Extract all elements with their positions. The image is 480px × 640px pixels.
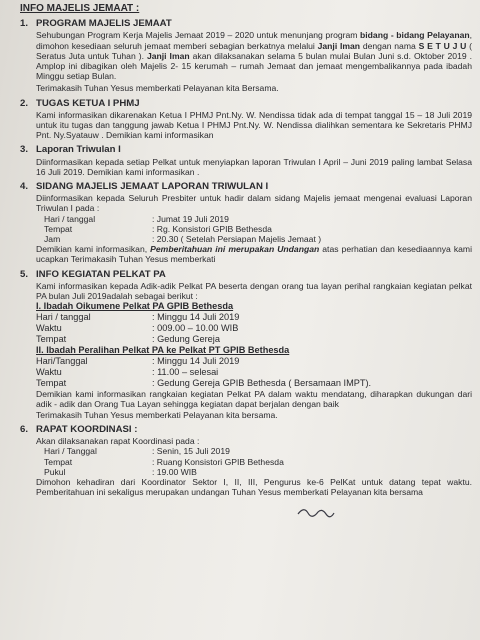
section-text: Diinformasikan kepada Seluruh Presbiter untuk hadir dalam sidang Majelis jemaat mengenai evaluasi Laporan Triwulan I pada : (36, 193, 472, 214)
detail-row (44, 457, 472, 467)
handwritten-mark-icon (296, 504, 336, 520)
detail-label: Hari / Tanggal (44, 446, 97, 457)
section-heading (20, 182, 472, 192)
emphasis: bidang - bidang Pelayanan (360, 30, 470, 41)
emphasis: Janji Iman (146, 50, 190, 61)
section-program-majelis (20, 19, 472, 93)
detail-value: : Jumat 19 Juli 2019 (152, 213, 229, 224)
section-number: 4. (20, 181, 29, 193)
section-closing: Terimakasih Tuhan Yesus memberkati Pelayanan kita Bersama. (36, 83, 279, 94)
emphasis: Janji Iman (317, 40, 361, 51)
detail-row (36, 378, 472, 389)
detail-label: Waktu (36, 323, 62, 334)
document-title: INFO MAJELIS JEMAAT : (20, 3, 140, 14)
section-closing: Dimohon kehadiran dari Koordinator Sektor I, II, III, Pengurus ke-6 PelKat untuk datang tepat waktu. Pemberitahuan ini sekaligus merupakan undangan Tuhan Yesus memberkati Pelayanan kita bersama (36, 476, 472, 498)
detail-row (44, 224, 472, 234)
detail-value: : 009.00 – 10.00 WIB (152, 323, 239, 334)
detail-label: Pukul (44, 466, 66, 477)
detail-row (44, 467, 472, 477)
section-laporan-triwulan (20, 145, 472, 177)
detail-row (36, 367, 472, 378)
detail-label: Jam (44, 234, 61, 245)
document-body (20, 4, 472, 497)
text: akan dilaksanakan selama 5 bulan mulai Bulan Juni s.d. Oktober 2019 . Amplop ini dibagikan oleh Majelis 2- 15 kerumah – rumah Jemaat dan jemaat mengembalikannya pada ibadah Minggu setiap Bulan. (36, 50, 473, 82)
detail-label: Tempat (44, 456, 73, 467)
section-heading (20, 99, 472, 109)
detail-label: Tempat (44, 223, 73, 234)
section-closing: Demikian kami informasikan rangkaian kegiatan Pelkat PA dalam waktu mendatang, diharapkan dukungan dari adik - adik dan Orang Tua Layan sehingga kegiatan dapat berjalan dengan baik (36, 389, 472, 410)
section-title: TUGAS KETUA I PHMJ (36, 97, 140, 109)
detail-value: : Gedung Gereja (152, 334, 220, 345)
detail-value: : Gedung Gereja GPIB Bethesda ( Bersamaan IMPT). (152, 378, 372, 389)
emphasis: S E T U J U (418, 40, 467, 51)
section-number: 2. (20, 97, 29, 109)
detail-row (44, 446, 472, 456)
text: Sehubungan Program Kerja Majelis Jemaat 2019 – 2020 untuk menunjang program (36, 30, 361, 41)
emphasis: Pemberitahuan ini merupakan Undangan (150, 244, 320, 255)
detail-value: : 19.00 WIB (152, 466, 197, 477)
section-heading (20, 425, 472, 435)
section-text: Akan dilaksanakan rapat Koordinasi pada : (36, 436, 200, 447)
section-heading (20, 145, 472, 155)
detail-row (36, 356, 472, 367)
section-heading (20, 270, 472, 280)
detail-value: : Minggu 14 Juli 2019 (152, 356, 240, 367)
section-heading (20, 19, 472, 29)
section-text: Kami informasikan kepada Adik-adik Pelkat PA beserta dengan orang tua layan perihal rangkaian kegiatan pelkat PA bulan Juli 2019adalah sebagai berikut : (36, 280, 472, 302)
detail-label: Tempat (36, 378, 67, 389)
detail-label: Waktu (36, 367, 62, 378)
section-number: 3. (20, 144, 29, 156)
detail-row (36, 334, 472, 345)
section-text: Diinformasikan kepada setiap Pelkat untuk menyiapkan laporan Triwulan I April – Juni 2019 paling lambat Selasa 16 Juli 2019. Demikian kami informasikan . (36, 156, 472, 177)
detail-value: : Ruang Konsistori GPIB Bethesda (152, 456, 284, 467)
text: , dimohon kesediaan seluruh jemaat memberi sebagian berkatnya melalui (36, 30, 472, 51)
section-rapat-koordinasi (20, 425, 472, 497)
section-text: Kami informasikan dikarenakan Ketua I PHMJ Pnt.Ny. W. Nendissa tidak ada di tempat tanggal 15 – 18 Juli 2019 untuk itu tugas dan tanggung jawab Ketua I PHMJ Pnt.Ny. W. Nendissa dialihkan sementara ke Sekretaris PHMJ Pnt. Ny.Syatauw . Demikian kami informasikan (36, 109, 472, 141)
text: dengan nama (360, 40, 419, 51)
detail-row (44, 234, 472, 244)
subsection-title: II. Ibadah Peralihan Pelkat PA ke Pelkat PT GPIB Bethesda (36, 345, 290, 356)
detail-label: Hari / tanggal (36, 312, 91, 323)
section-title: SIDANG MAJELIS JEMAAT LAPORAN TRIWULAN I (36, 181, 269, 193)
section-number: 1. (20, 18, 29, 30)
detail-row (36, 312, 472, 323)
section-sidang-majelis (20, 182, 472, 265)
detail-label: Tempat (36, 334, 67, 345)
section-number: 5. (20, 268, 29, 280)
section-title: RAPAT KOORDINASI : (36, 423, 138, 435)
section-title: INFO KEGIATAN PELKAT PA (36, 268, 166, 280)
text: Demikian kami informasikan, (36, 244, 151, 255)
detail-label: Hari / tanggal (44, 213, 96, 224)
detail-value: : 11.00 – selesai (152, 367, 219, 378)
section-number: 6. (20, 423, 29, 435)
section-text (36, 30, 472, 81)
section-closing (36, 244, 472, 264)
detail-row (36, 323, 472, 334)
detail-label: Hari/Tanggal (36, 356, 88, 367)
section-closing: Terimakasih Tuhan Yesus memberkati Pelayanan kita bersama. (36, 409, 278, 420)
detail-value: : 20.30 ( Setelah Persiapan Majelis Jemaat ) (152, 234, 322, 245)
text: ( Seratus Juta untuk Tuhan ). (36, 40, 472, 61)
section-tugas-ketua (20, 99, 472, 141)
detail-value: : Senin, 15 Juli 2019 (152, 446, 230, 457)
detail-value: : Rg. Konsistori GPIB Bethesda (152, 223, 272, 234)
subsection-title: I. Ibadah Oikumene Pelkat PA GPIB Bethesda (36, 301, 234, 312)
detail-row (44, 214, 472, 224)
text: atas perhatian dan kesediaannya kami ucapkan Terimakasih Tuhan Yesus memberkati (36, 244, 473, 265)
section-pelkat-pa (20, 270, 472, 420)
section-title: Laporan Triwulan I (36, 144, 121, 156)
section-title: PROGRAM MAJELIS JEMAAT (36, 18, 172, 30)
detail-value: : Minggu 14 Juli 2019 (152, 312, 240, 323)
